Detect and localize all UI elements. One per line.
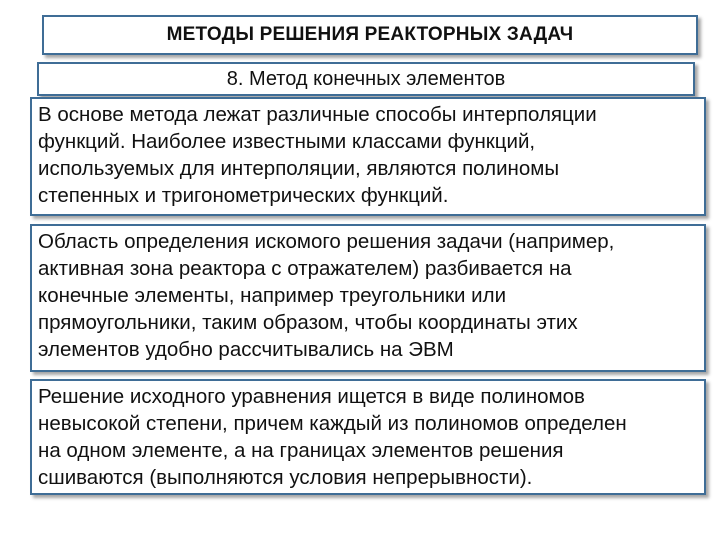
paragraph-line: прямоугольники, таким образом, чтобы координаты этих xyxy=(38,311,578,334)
paragraph-line: степенных и тригонометрических функций. xyxy=(38,184,449,207)
paragraph-box-2 xyxy=(30,224,706,372)
paragraph-text-2 xyxy=(38,228,698,363)
slide-subtitle: 8. Метод конечных элементов xyxy=(226,67,506,90)
paragraph-box-1 xyxy=(30,97,706,216)
paragraph-line: сшиваются (выполняются условия непрерывности). xyxy=(38,466,533,489)
paragraph-line: используемых для интерполяции, являются полиномы xyxy=(38,157,560,180)
paragraph-line: Решение исходного уравнения ищется в виде полиномов xyxy=(38,385,585,408)
paragraph-line: В основе метода лежат различные способы интерполяции xyxy=(38,103,597,126)
paragraph-line: активная зона реактора с отражателем) разбивается на xyxy=(38,257,572,280)
paragraph-text-1 xyxy=(38,101,698,209)
paragraph-line: на одном элементе, а на границах элементов решения xyxy=(38,439,564,462)
paragraph-box-3 xyxy=(30,379,706,495)
paragraph-line: элементов удобно рассчитывались на ЭВМ xyxy=(38,338,454,361)
subtitle-box xyxy=(37,62,695,96)
paragraph-line: невысокой степени, причем каждый из полиномов определен xyxy=(38,412,627,435)
paragraph-line: конечные элементы, например треугольники или xyxy=(38,284,507,307)
slide-title: МЕТОДЫ РЕШЕНИЯ РЕАКТОРНЫХ ЗАДАЧ xyxy=(166,24,574,45)
paragraph-line: функций. Наиболее известными классами функций, xyxy=(38,130,536,153)
paragraph-line: Область определения искомого решения задачи (например, xyxy=(38,230,615,253)
paragraph-text-3 xyxy=(38,383,698,491)
title-box xyxy=(42,15,698,55)
